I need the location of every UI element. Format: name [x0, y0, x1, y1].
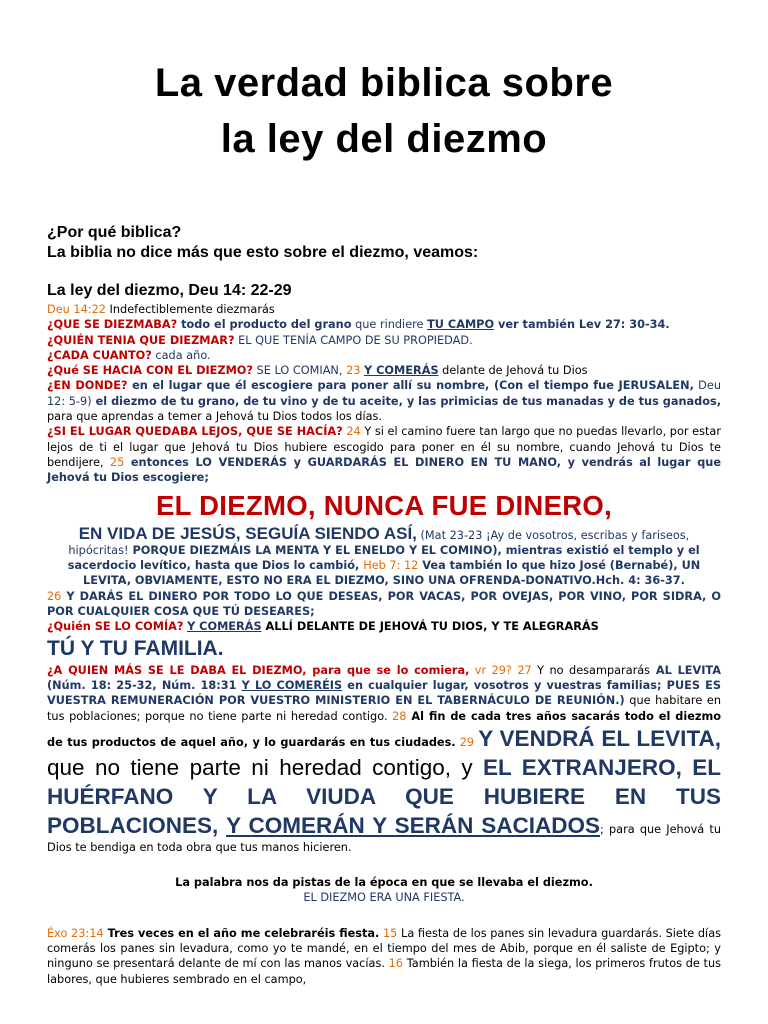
answer: ver también Lev 27: 30-34. [494, 318, 670, 332]
verse-text: para que aprendas a temer a Jehová tu Dios todos los días. [47, 410, 382, 424]
paragraph-si-el-lugar [47, 424, 721, 485]
verse-text: Al fin de cada tres años sacarás todo el diezmo de tus productos de aquel año, y lo guardarás en tus ciudades. [47, 709, 721, 749]
family-phrase: TÚ Y TU FAMILIA. [47, 636, 224, 660]
answer: Vea también lo que hizo José (Bernabé), UN LEVITA, OBVIAMENTE, ESTO NO ERA EL DIEZMO, SINO UNA OFRENDA-DONATIVO.Hch. 4: 36-37. [83, 559, 701, 588]
paragraph-cada-cuanto [47, 348, 721, 363]
big-heading: EL DIEZMO, NUNCA FUE DINERO, [155, 489, 613, 521]
intro-line-2: La biblia no dice más que esto sobre el diezmo, veamos: [47, 244, 479, 261]
paragraph-a-quien-mas [47, 663, 721, 855]
verse-number: 28 [392, 709, 407, 723]
answer: el diezmo de tu grano, de tu vino y de tu aceite, y las primicias de tus manadas y de tus ganados, [91, 394, 721, 408]
verse-number: 26 [47, 589, 62, 603]
verse-number: 24 [342, 425, 361, 439]
verse-text: que habitare en tus poblaciones; porque no tiene parte ni heredad contigo. [47, 694, 722, 723]
lead-phrase: EN VIDA DE JESÚS, SEGUÍA SIENDO ASÍ, [78, 523, 417, 543]
large-text: que no tiene parte ni heredad contigo, y [47, 754, 484, 780]
paragraph-jesus [47, 523, 721, 589]
verse-ref: Deu 12: 5-9) [47, 379, 721, 408]
answer: EL QUE TENÍA CAMPO DE SU PROPIEDAD. [234, 333, 473, 347]
verse-ref: Heb 7: 12 [363, 559, 419, 573]
paragraph-que-se-diezmaba [47, 317, 721, 332]
verse-quote: (Mat 23-23 ¡Ay de vosotros, escribas y fariseos, hipócritas! [68, 528, 690, 557]
paragraph-en-donde [47, 378, 721, 424]
body-text [47, 302, 721, 486]
verse-text: ; para que Jehová tu Dios te bendiga en toda obra que tus manos hicieren. [47, 822, 721, 854]
body-text-2 [47, 523, 722, 987]
verse-ref: Éxo 23:14 [47, 926, 104, 940]
answer: todo el producto del grano [177, 318, 352, 332]
paragraph-deu-14-22 [47, 302, 721, 317]
verse-text: delante de Jehová tu Dios [438, 364, 588, 378]
center-note-line-1: La palabra nos da pistas de la época en que se llevaba el diezmo. [175, 876, 593, 890]
verse-number: 29 [455, 735, 479, 749]
page-title [0, 55, 768, 167]
answer: cada año. [151, 348, 211, 362]
paragraph-quien-diezmaba [47, 333, 721, 348]
verse-text: Tres veces en el año me celebraréis fiesta. [103, 926, 380, 940]
underlined-phrase: Y COMERÁS [187, 620, 262, 634]
answer: que rindiere [351, 318, 428, 332]
verse-number: 16 [384, 957, 404, 971]
paragraph-que-se-hacia [47, 363, 721, 378]
paragraph-quien-lo-comia [47, 619, 721, 662]
answer: en el lugar que él escogiere para poner allí su nombre, (Con el tiempo fue JERUSALEN, [127, 379, 694, 393]
verse-number: 15 [379, 926, 398, 940]
answer: en cualquier lugar, vosotros y vuestras familias; PUES ES VUESTRA REMUNERACIÓN POR VUESTRO MINISTERIO EN EL TABERNÁCULO DE REUNIÓN.) [47, 678, 721, 708]
verse-ref: Deu 14:22 [47, 303, 106, 316]
large-phrase: EL EXTRANJERO, EL HUÉRFANO Y LA VIUDA QUE HUBIERE EN TUS POBLACIONES, [47, 754, 721, 838]
underlined-phrase: Y COMERÁS [364, 364, 439, 378]
answer: Y DARÁS EL DINERO POR TODO LO QUE DESEAS, POR VACAS, POR OVEJAS, POR VINO, POR SIDRA, O POR CUALQUIER COSA QUE TÚ DESEARES; [47, 589, 721, 619]
answer: ALLÍ DELANTE DE JEHOVÁ TU DIOS, Y TE ALEGRARÁS [261, 620, 599, 634]
center-note-line-2: EL DIEZMO ERA UNA FIESTA. [303, 891, 465, 905]
underlined-phrase: TU CAMPO [427, 318, 495, 332]
law-heading: La ley del diezmo, Deu 14: 22-29 [47, 282, 292, 299]
title-line-2: la ley del diezmo [220, 117, 548, 161]
verse-text: También la fiesta de la siega, los primeros frutos de tus labores, que hubieres sembrado en el campo, [47, 957, 722, 986]
verse-number: 23 [346, 364, 361, 378]
verse-text: Y no desampararás [531, 663, 651, 677]
center-note [47, 875, 721, 906]
answer: PORQUE DIEZMÁIS LA MENTA Y EL ENELDO Y EL COMINO), mientras existió el templo y el sacerdocio levítico, hasta que Dios lo cambió, [67, 543, 700, 573]
verse-ref: vr 29? [469, 663, 512, 677]
title-line-1: La verdad biblica sobre [154, 61, 614, 105]
underlined-large-phrase: Y COMERÁN Y SERÁN SACIADOS [226, 812, 601, 838]
verse-text: La fiesta de los panes sin levadura guardarás. Siete días comerás los panes sin levadura, como yo te mandé, en el tiempo del mes de Abib, porque en él saliste de Egipto; y ninguno se presentará delante de mí con las manos vacías. [47, 926, 722, 971]
question: ¿QUE SE DIEZMABA? [47, 318, 178, 332]
question: ¿EN DONDE? [47, 379, 128, 393]
intro-line-1: ¿Por qué biblica? [47, 224, 182, 241]
intro [47, 223, 768, 263]
paragraph-daras-el-dinero [47, 589, 721, 620]
verse-number: 25 [109, 455, 125, 469]
paragraph-exodo [47, 926, 721, 987]
question: ¿A QUIEN MÁS SE LE DABA EL DIEZMO, para que se lo comiera, [47, 663, 470, 677]
question: ¿Quién SE LO COMÍA? [47, 620, 184, 634]
question: ¿SI EL LUGAR QUEDABA LEJOS, QUE SE HACÍA? [47, 425, 343, 439]
verse-number: 27 [511, 663, 532, 677]
answer: SE LO COMIAN, [252, 364, 347, 378]
question: ¿CADA CUANTO? [47, 348, 152, 362]
large-phrase: Y VENDRÁ EL LEVITA, [478, 725, 722, 751]
question: ¿QUIÉN TENIA QUE DIEZMAR? [47, 333, 235, 347]
answer: AL LEVITA (Núm. 18: 25-32, Núm. 18:31 [47, 663, 722, 692]
answer: entonces LO VENDERÁS y GUARDARÁS EL DINERO EN TU MANO, y vendrás al lugar que Jehová tu Dios escogiere; [47, 455, 721, 485]
question: ¿Qué SE HACIA CON EL DIEZMO? [47, 364, 253, 378]
verse-text: Y si el camino fuere tan largo que no puedas llevarlo, por estar lejos de ti el lugar que Jehová tu Dios hubiere escogido para poner en él su nombre, cuando Jehová tu Dios te bendijere, [47, 425, 721, 469]
underlined-phrase: Y LO COMERÉIS [241, 678, 343, 692]
verse-text: Indefectiblemente diezmarás [105, 303, 275, 316]
